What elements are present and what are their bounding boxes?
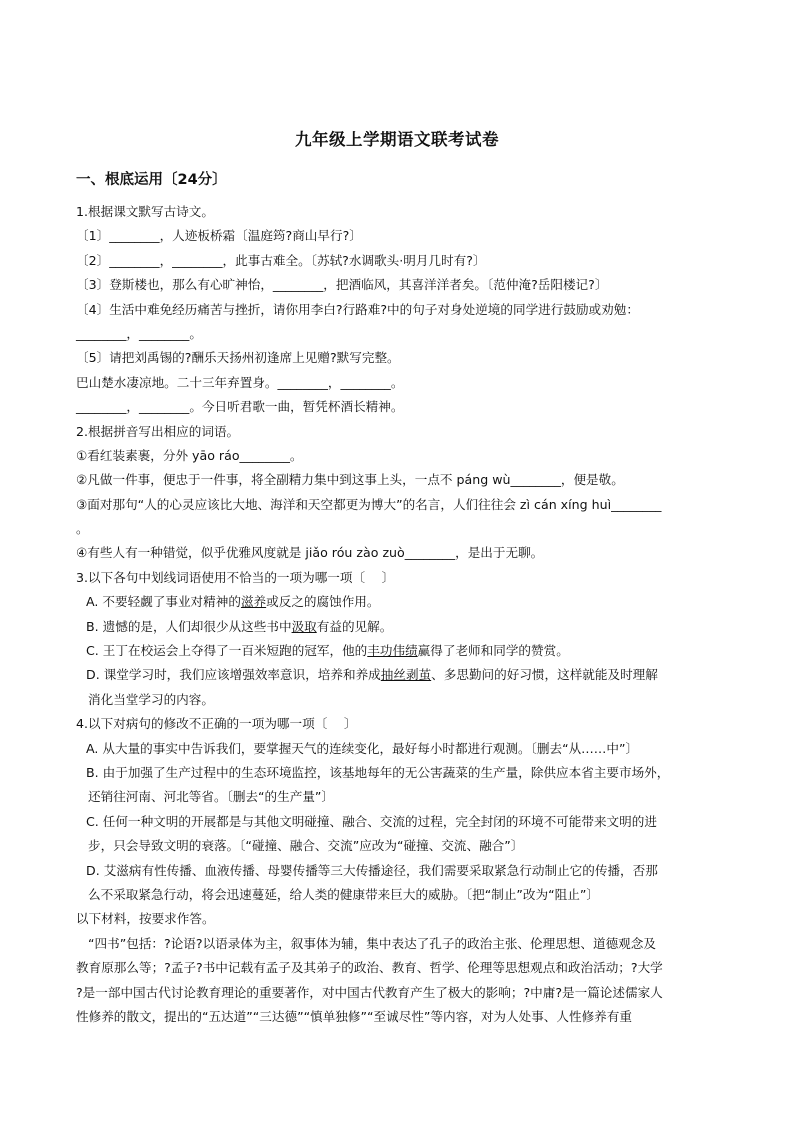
section-heading: 一、根底运用〔24分〕	[76, 172, 227, 188]
q1-item-5-line1: 巴山楚水凄凉地。二十三年弃置身。________，________。	[76, 374, 404, 390]
q1-item-5-line2: ________，________。今日听君歌一曲，暂凭杯酒长精神。	[76, 399, 404, 415]
q2-item-2: ②凡做一件事，便忠于一件事，将全副精力集中到这事上头，一点不 páng wù________，便是敬。	[76, 472, 624, 488]
q1-item-2: 〔2〕________，________，此事古难全。〔苏轼?水调歌头·明月几时有?〕	[76, 252, 486, 268]
material-intro: 以下材料，按要求作答。	[76, 911, 215, 927]
option-text: D. 课堂学习时，我们应该增强效率意识，培养和养成	[86, 667, 381, 683]
q1-item-4-blank: ________，________。	[76, 325, 202, 341]
option-text: A. 不要轻觑了事业对精神的	[86, 594, 241, 610]
q4-option-c: C. 任何一种文明的开展都是与其他文明碰撞、融合、交流的过程，完全封闭的环境不可能带来文明的进	[86, 813, 657, 829]
q3-stem: 3.以下各句中划线词语使用不恰当的一项为哪一项〔 〕	[76, 569, 395, 585]
option-text: C. 王丁在校运会上夺得了一百米短跑的冠军，他的	[86, 643, 368, 659]
q2-item-4: ④有些人有一种错觉，似乎优雅风度就是 jiǎo róu zào zuò________，是出于无聊。	[76, 545, 544, 561]
q3-option-d-cont: 消化当堂学习的内容。	[88, 691, 214, 707]
underlined-term: 汲取	[291, 618, 317, 634]
page-title: 九年级上学期语文联考试卷	[295, 130, 499, 149]
option-text: 赢得了老师和同学的赞赏。	[417, 643, 569, 659]
q4-option-b: B. 由于加强了生产过程中的生态环境监控，该基地每年的无公害蔬菜的生产量，除供应本省主要市场外，	[86, 764, 670, 780]
q1-stem: 1.根据课文默写古诗文。	[76, 204, 214, 219]
q1-item-1: 〔1〕________，人迹板桥霜〔温庭筠?商山早行?〕	[76, 228, 362, 244]
q1-item-4: 〔4〕生活中难免经历痛苦与挫折，请你用李白?行路难?中的句子对身处逆境的同学进行鼓励或劝勉：	[76, 301, 639, 317]
q2-item-1: ①看红装素裹，分外 yāo ráo________。	[76, 447, 303, 463]
q2-item-3: ③面对那句“人的心灵应该比大地、海洋和天空都更为博大”的名言，人们往往会 zì cán xíng huì________	[76, 496, 662, 512]
option-text: 、多思勤问的好习惯，这样就能及时理解	[431, 667, 658, 683]
q3-option-b	[76, 615, 716, 639]
underlined-term: 抽丝剥茧	[380, 667, 432, 683]
q1-item-3: 〔3〕登斯楼也，那么有心旷神怡，________，把酒临风，其喜洋洋者矣。〔范仲淹?岳阳楼记?〕	[76, 277, 608, 293]
q1-item-5: 〔5〕请把刘禹锡的?酬乐天扬州初逢席上见赠?默写完整。	[76, 350, 400, 366]
material-line: 性修养的散文，提出的“五达道”“三达德”“慎单独修”“至诚尽性”等内容，对为人处事、人性修养有重	[76, 1008, 632, 1024]
q4-option-d: D. 艾滋病有性传播、血液传播、母婴传播等三大传播途径，我们需要采取紧急行动制止它的传播，否那	[86, 862, 658, 878]
material-line: “四书”包括：?论语?以语录体为主，叙事体为辅，集中表达了孔子的政治主张、伦理思想、道德观念及	[88, 935, 656, 951]
q2-stem: 2.根据拼音写出相应的词语。	[76, 423, 240, 439]
material-line: ?是一部中国古代讨论教育理论的重要著作，对中国古代教育产生了极大的影响；?中庸?是一篇论述儒家人	[76, 984, 663, 1000]
question-body	[76, 200, 716, 1029]
option-text: B. 遗憾的是，人们却很少从这些书中	[86, 618, 292, 634]
option-text: 或反之的腐蚀作用。	[266, 594, 380, 610]
q3-option-c	[76, 639, 716, 663]
q3-option-a	[76, 590, 716, 614]
q4-option-a: A. 从大量的事实中告诉我们，要掌握天气的连续变化，最好每小时都进行观测。〔删去“从……中”〕	[86, 740, 639, 756]
q4-stem: 4.以下对病句的修改不正确的一项为哪一项〔 〕	[76, 716, 357, 732]
q4-option-d-cont: 么不采取紧急行动，将会迅速蔓延，给人类的健康带来巨大的威胁。〔把“制止”改为“阻止”〕	[88, 886, 599, 902]
option-text: 有益的见解。	[316, 618, 393, 634]
q4-option-b-cont: 还销往河南、河北等省。〔删去“的生产量”〕	[88, 789, 335, 805]
underlined-term: 丰功伟绩	[367, 643, 418, 659]
q2-item-3-cont: 。	[76, 521, 89, 537]
underlined-term: 滋养	[240, 594, 267, 610]
material-line: 教育原那么等；?孟子?书中记载有孟子及其弟子的政治、教育、哲学、伦理等思想观点和政治活动；?大学	[76, 960, 663, 976]
q3-option-d	[76, 663, 716, 687]
q4-option-c-cont: 步，只会导致文明的衰落。〔“碰撞、融合、交流”应改为“碰撞、交流、融合”〕	[88, 838, 524, 854]
